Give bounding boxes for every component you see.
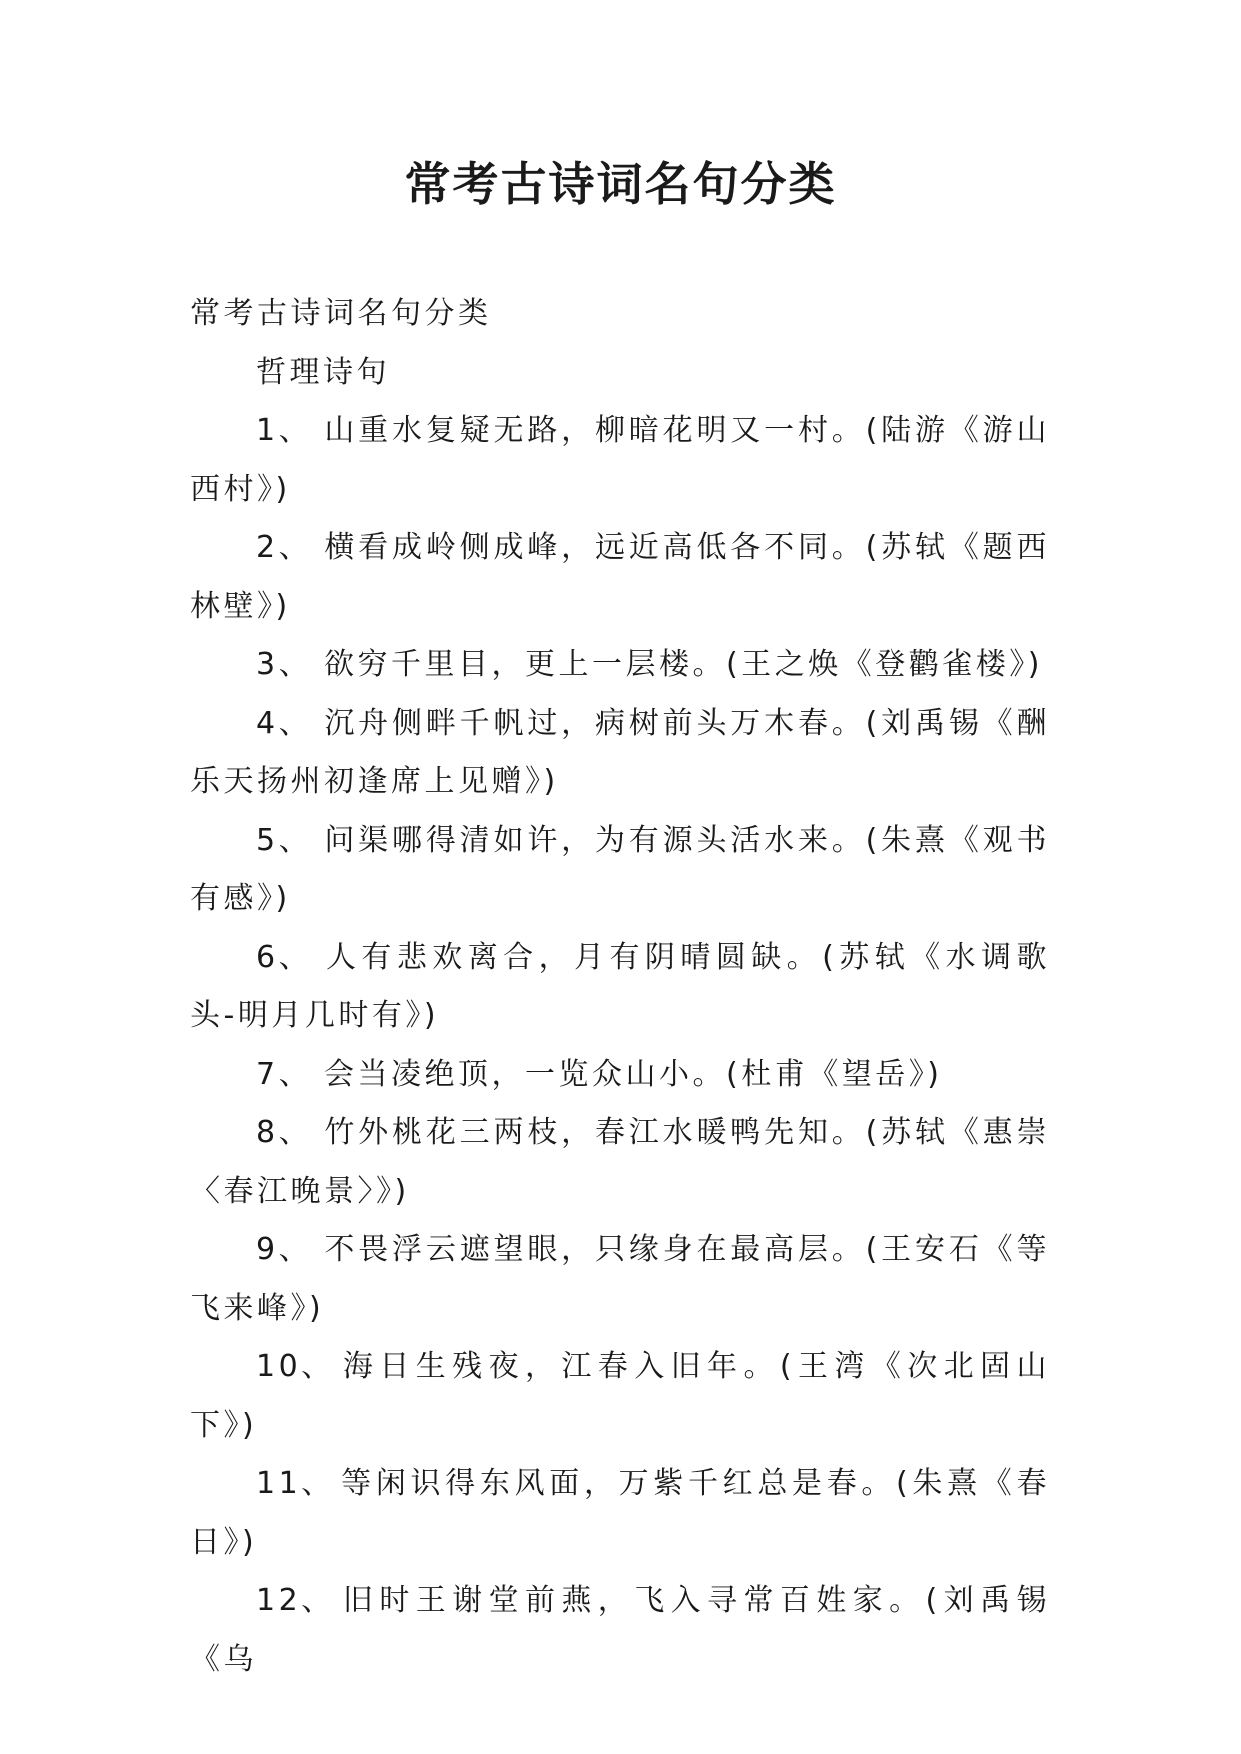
list-item — [190, 402, 1050, 519]
list-item — [190, 1221, 1050, 1338]
item-text: 欲穷千里目，更上一层楼。(王之焕《登鹳雀楼》) — [324, 647, 1043, 682]
list-item — [190, 929, 1050, 1046]
item-number: 9、 — [256, 1232, 313, 1267]
item-text: 不畏浮云遮望眼，只缘身在最高层。(王安石《等飞来峰》) — [190, 1232, 1050, 1326]
item-text: 会当凌绝顶，一览众山小。(杜甫《望岳》) — [324, 1056, 943, 1092]
item-number: 12、 — [256, 1583, 335, 1618]
list-item — [190, 695, 1050, 812]
item-text: 等闲识得东风面，万紫千红总是春。(朱熹《春日》) — [190, 1466, 1050, 1560]
item-text: 问渠哪得清如许，为有源头活水来。(朱熹《观书有感》) — [190, 822, 1050, 916]
item-number: 8、 — [256, 1115, 313, 1150]
item-text: 山重水复疑无路，柳暗花明又一村。(陆游《游山西村》) — [190, 413, 1050, 507]
item-number: 11、 — [256, 1466, 335, 1501]
item-number: 10、 — [256, 1349, 335, 1384]
item-text: 旧时王谢堂前燕，飞入寻常百姓家。(刘禹锡《乌 — [190, 1583, 1050, 1677]
item-number: 7、 — [256, 1056, 313, 1092]
item-text: 竹外桃花三两枝，春江水暖鸭先知。(苏轼《惠崇〈春江晚景〉》) — [190, 1115, 1050, 1209]
document-body — [190, 285, 1050, 1689]
item-text: 沉舟侧畔千帆过，病树前头万木春。(刘禹锡《酬乐天扬州初逢席上见赠》) — [190, 705, 1050, 799]
item-number: 4、 — [256, 705, 313, 741]
document-subtitle: 常考古诗词名句分类 — [190, 296, 492, 331]
item-number: 1、 — [256, 413, 313, 448]
item-number: 2、 — [256, 530, 313, 565]
list-item — [190, 1338, 1050, 1455]
section-heading: 哲理诗句 — [256, 354, 390, 390]
list-item — [190, 1572, 1050, 1689]
item-text: 海日生残夜，江春入旧年。(王湾《次北固山下》) — [190, 1349, 1050, 1443]
list-item — [190, 1455, 1050, 1572]
item-text: 人有悲欢离合，月有阴晴圆缺。(苏轼《水调歌头-明月几时有》) — [190, 939, 1050, 1033]
item-number: 3、 — [256, 647, 313, 682]
list-item — [190, 636, 1050, 695]
list-item — [190, 1104, 1050, 1221]
list-item — [190, 812, 1050, 929]
list-item — [190, 519, 1050, 636]
item-number: 6、 — [256, 939, 313, 975]
list-item — [190, 1046, 1050, 1105]
item-text: 横看成岭侧成峰，远近高低各不同。(苏轼《题西林壁》) — [190, 530, 1050, 624]
item-number: 5、 — [256, 822, 313, 858]
document-title: 常考古诗词名句分类 — [404, 157, 837, 211]
